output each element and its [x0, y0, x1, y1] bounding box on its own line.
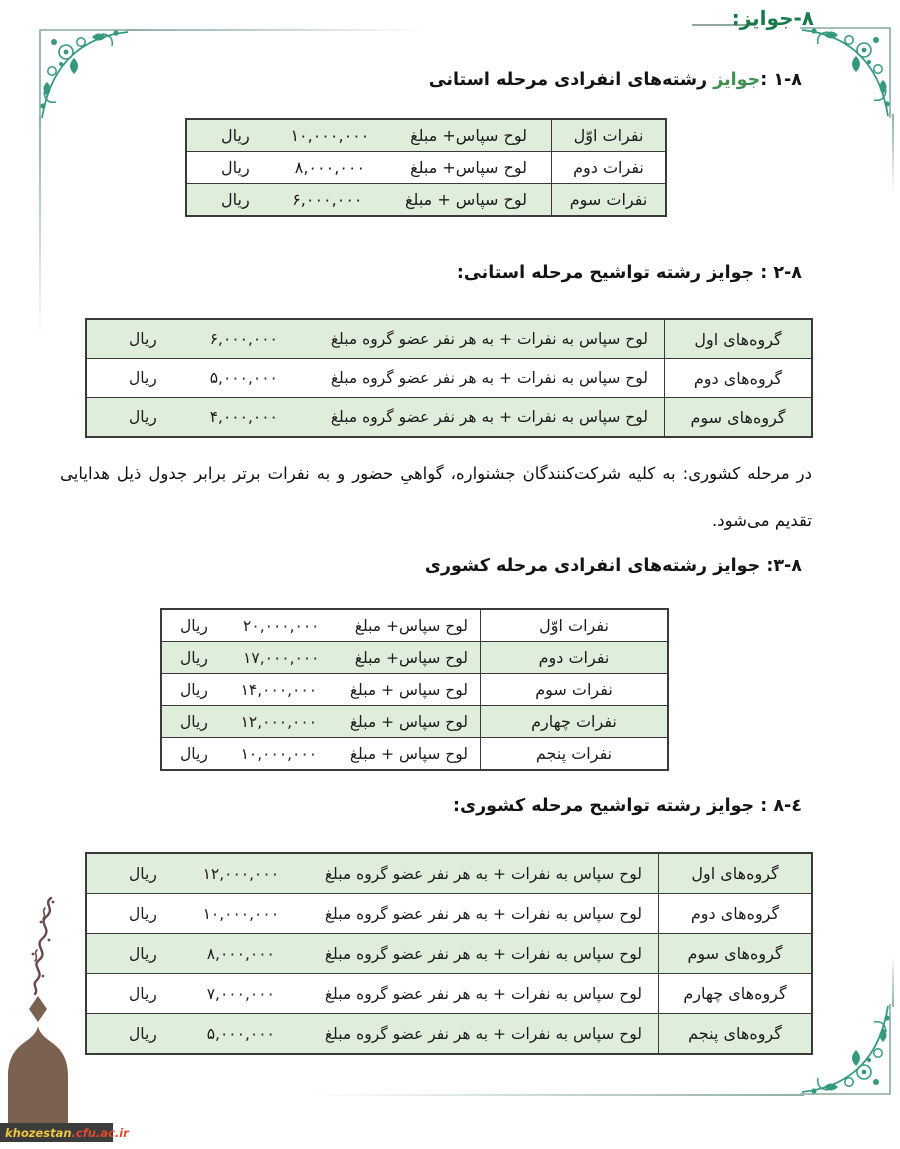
table-row — [162, 673, 667, 705]
table-row — [87, 933, 811, 973]
rank-cell: گروه‌های اول — [658, 854, 811, 893]
prize-amount: ۸,۰۰۰,۰۰۰ — [294, 158, 366, 177]
footer-bar — [0, 1123, 129, 1142]
prize-label: لوح سپاس+ مبلغ — [354, 616, 468, 635]
rank-cell: نفرات دوم — [480, 642, 667, 673]
rank-cell: گروه‌های دوم — [658, 894, 811, 933]
corner-ornament-bottom-right-icon — [800, 1004, 896, 1100]
prize-amount: ۱۷,۰۰۰,۰۰۰ — [243, 648, 320, 667]
prize-unit: ریال — [180, 712, 208, 731]
prize-amount: ۵,۰۰۰,۰۰۰ — [206, 1024, 275, 1043]
table-row — [162, 737, 667, 769]
prize-cell — [87, 320, 664, 358]
rank-cell: گروه‌های دوم — [664, 359, 811, 397]
prize-table-national-individual — [160, 608, 669, 771]
prize-cell — [87, 398, 664, 436]
prize-table-national-tawashih — [85, 852, 813, 1055]
table-row — [162, 641, 667, 673]
prize-cell — [87, 894, 658, 933]
prize-label: لوح سپاس+ مبلغ — [410, 158, 527, 177]
prize-label: لوح سپاس به نفرات + به هر نفر عضو گروه مبلغ — [324, 864, 642, 883]
prize-unit: ریال — [180, 744, 208, 763]
table-row — [87, 854, 811, 893]
section-title: جوایز رشته‌های انفرادی مرحله کشوری — [424, 556, 761, 576]
prize-table-provincial-individual — [185, 118, 667, 217]
prize-label: لوح سپاس + مبلغ — [349, 680, 468, 699]
prize-unit: ریال — [129, 369, 157, 387]
table-row — [187, 120, 665, 151]
prize-label: لوح سپاس به نفرات + به هر نفر عضو گروه مبلغ — [330, 369, 648, 387]
prize-unit: ریال — [129, 984, 157, 1003]
paragraph-line: تقدیم می‌شود. — [712, 511, 812, 530]
table-row — [87, 893, 811, 933]
calligraphy-icon — [35, 898, 51, 994]
prize-label: لوح سپاس + مبلغ — [405, 190, 527, 209]
prize-label: لوح سپاس+ مبلغ — [410, 126, 527, 145]
prize-unit: ریال — [221, 158, 250, 177]
prize-amount: ۱۲,۰۰۰,۰۰۰ — [202, 864, 280, 883]
rank-cell: نفرات اوّل — [551, 120, 665, 151]
table-row — [87, 973, 811, 1013]
rank-cell: گروه‌های سوم — [658, 934, 811, 973]
table-row — [87, 358, 811, 397]
rank-cell: نفرات سوم — [551, 184, 665, 215]
prize-label: لوح سپاس به نفرات + به هر نفر عضو گروه مبلغ — [330, 408, 648, 426]
table-row — [162, 705, 667, 737]
prize-amount: ۱۰,۰۰۰,۰۰۰ — [290, 126, 370, 145]
prize-label: لوح سپاس به نفرات + به هر نفر عضو گروه مبلغ — [324, 904, 642, 923]
rank-cell: نفرات پنجم — [480, 738, 667, 769]
prize-amount: ۱۰,۰۰۰,۰۰۰ — [240, 744, 318, 763]
prize-cell — [87, 854, 658, 893]
rank-cell: نفرات سوم — [480, 674, 667, 705]
section-heading-4 — [453, 796, 802, 816]
prize-unit: ریال — [180, 616, 208, 635]
prize-cell — [162, 738, 480, 769]
prize-unit: ریال — [129, 904, 157, 923]
prize-unit: ریال — [221, 190, 250, 209]
section-heading-3 — [425, 556, 802, 576]
prize-amount: ۲۰,۰۰۰,۰۰۰ — [243, 616, 320, 635]
border-line — [126, 29, 426, 31]
section-heading-2 — [457, 263, 802, 283]
section-number: ۱-۸ : — [760, 70, 802, 90]
table-row — [162, 610, 667, 641]
paragraph-line: در مرحله کشوری: به کلیه شرکت‌کنندگان جشنواره، گواهیِ حضور و به نفرات برتر برابر جدول ذیل هدایایی — [60, 464, 812, 483]
section-heading-1 — [429, 70, 802, 90]
table-row — [87, 397, 811, 436]
site-url-name: khozestan — [5, 1125, 72, 1140]
table-row — [87, 1013, 811, 1053]
prize-label: لوح سپاس+ مبلغ — [354, 648, 468, 667]
border-line — [39, 116, 41, 341]
rank-cell: گروه‌های چهارم — [658, 974, 811, 1013]
prize-unit: ریال — [129, 864, 157, 883]
prize-cell — [162, 674, 480, 705]
prize-cell — [87, 1014, 658, 1053]
paragraph — [60, 450, 812, 544]
prize-amount: ۶,۰۰۰,۰۰۰ — [209, 330, 278, 348]
border-line — [892, 955, 894, 1007]
prize-unit: ریال — [221, 126, 250, 145]
prize-label: لوح سپاس + مبلغ — [349, 744, 468, 763]
dome-logo-icon — [5, 892, 71, 1130]
prize-amount: ۱۰,۰۰۰,۰۰۰ — [202, 904, 280, 923]
prize-cell — [162, 706, 480, 737]
prize-unit: ریال — [180, 648, 208, 667]
prize-label: لوح سپاس به نفرات + به هر نفر عضو گروه مبلغ — [330, 330, 648, 348]
section-number: ۲-۸ : — [754, 263, 802, 283]
table-row — [187, 151, 665, 183]
prize-amount: ۴,۰۰۰,۰۰۰ — [209, 408, 278, 426]
prize-cell — [162, 610, 480, 641]
corner-ornament-top-right-icon — [800, 22, 896, 118]
site-url-domain: .cfu.ac.ir — [71, 1125, 129, 1140]
border-line — [310, 1094, 804, 1096]
section-number: ۳-۸: — [760, 556, 802, 576]
prize-cell — [187, 152, 551, 183]
prize-unit: ریال — [129, 1024, 157, 1043]
prize-amount: ۷,۰۰۰,۰۰۰ — [206, 984, 275, 1003]
rank-cell: نفرات دوم — [551, 152, 665, 183]
prize-cell — [87, 974, 658, 1013]
prize-cell — [187, 184, 551, 215]
section-title-accent: جوایز — [713, 70, 761, 90]
prize-cell — [162, 642, 480, 673]
prize-cell — [87, 934, 658, 973]
table-row — [187, 183, 665, 215]
page-title: ۸-جوایز: — [731, 6, 814, 30]
prize-label: لوح سپاس به نفرات + به هر نفر عضو گروه مبلغ — [324, 944, 642, 963]
table-row — [87, 320, 811, 358]
corner-ornament-top-left-icon — [34, 24, 130, 120]
prize-amount: ۶,۰۰۰,۰۰۰ — [292, 190, 363, 209]
prize-cell — [87, 359, 664, 397]
prize-amount: ۱۴,۰۰۰,۰۰۰ — [240, 680, 318, 699]
prize-amount: ۸,۰۰۰,۰۰۰ — [206, 944, 275, 963]
prize-amount: ۱۲,۰۰۰,۰۰۰ — [240, 712, 318, 731]
rank-cell: گروه‌های سوم — [664, 398, 811, 436]
prize-cell — [187, 120, 551, 151]
prize-unit: ریال — [129, 408, 157, 426]
prize-table-provincial-tawashih — [85, 318, 813, 438]
prize-unit: ریال — [129, 330, 157, 348]
prize-unit: ریال — [180, 680, 208, 699]
prize-label: لوح سپاس به نفرات + به هر نفر عضو گروه مبلغ — [324, 984, 642, 1003]
section-title: جوایز رشته تواشیح مرحله کشوری: — [453, 796, 755, 816]
section-title: جوایز رشته تواشیح مرحله استانی: — [456, 263, 755, 283]
prize-amount: ۵,۰۰۰,۰۰۰ — [209, 369, 278, 387]
rank-cell: گروه‌های اول — [664, 320, 811, 358]
section-number: ٤-۸ : — [754, 796, 802, 816]
rank-cell: گروه‌های پنجم — [658, 1014, 811, 1053]
prize-label: لوح سپاس + مبلغ — [349, 712, 468, 731]
rank-cell: نفرات اوّل — [480, 610, 667, 641]
prize-unit: ریال — [129, 944, 157, 963]
border-line — [892, 114, 894, 194]
rank-cell: نفرات چهارم — [480, 706, 667, 737]
prize-label: لوح سپاس به نفرات + به هر نفر عضو گروه مبلغ — [324, 1024, 642, 1043]
section-title: رشته‌های انفرادی مرحله استانی — [428, 70, 714, 90]
